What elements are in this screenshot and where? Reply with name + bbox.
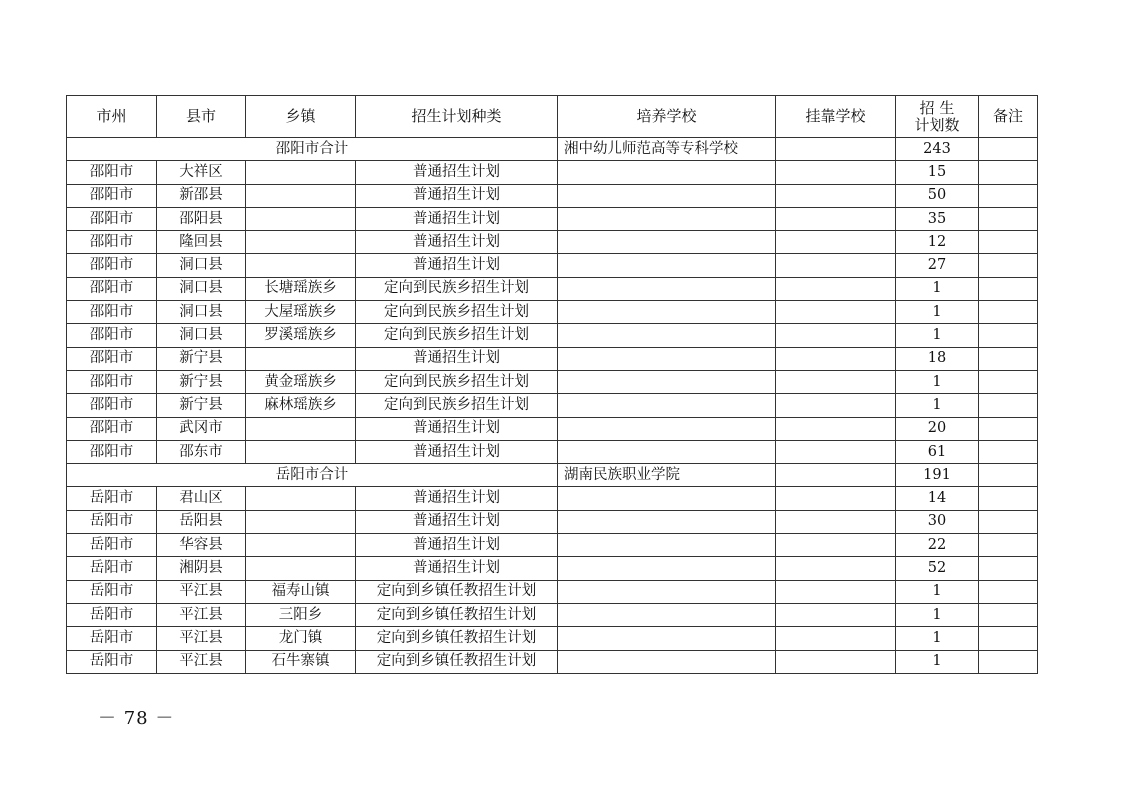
table-row bbox=[67, 417, 1038, 440]
header-county: 县市 bbox=[157, 96, 246, 138]
affiliated-school-cell bbox=[776, 534, 896, 557]
plan-type-cell: 普通招生计划 bbox=[356, 510, 558, 533]
town-cell: 大屋瑶族乡 bbox=[246, 301, 356, 324]
plan-type-cell: 定向到民族乡招生计划 bbox=[356, 370, 558, 393]
affiliated-school-cell bbox=[776, 347, 896, 370]
plan-count-cell: 14 bbox=[896, 487, 979, 510]
town-cell bbox=[246, 487, 356, 510]
affiliated-school-cell bbox=[776, 510, 896, 533]
plan-count-cell: 18 bbox=[896, 347, 979, 370]
county-cell: 洞口县 bbox=[157, 324, 246, 347]
county-cell: 隆回县 bbox=[157, 231, 246, 254]
town-cell bbox=[246, 440, 356, 463]
remarks-cell bbox=[979, 207, 1038, 230]
plan-count-cell: 1 bbox=[896, 627, 979, 650]
training-school-cell: 湘中幼儿师范高等专科学校 bbox=[558, 138, 776, 161]
training-school-cell bbox=[558, 370, 776, 393]
plan-count-cell: 243 bbox=[896, 138, 979, 161]
subtotal-row bbox=[67, 464, 1038, 487]
affiliated-school-cell bbox=[776, 370, 896, 393]
plan-count-cell: 1 bbox=[896, 277, 979, 300]
plan-count-cell: 15 bbox=[896, 161, 979, 184]
training-school-cell bbox=[558, 534, 776, 557]
remarks-cell bbox=[979, 254, 1038, 277]
training-school-cell bbox=[558, 394, 776, 417]
town-cell: 福寿山镇 bbox=[246, 580, 356, 603]
remarks-cell bbox=[979, 277, 1038, 300]
city-cell: 岳阳市 bbox=[67, 603, 157, 626]
table-row bbox=[67, 231, 1038, 254]
town-cell bbox=[246, 184, 356, 207]
remarks-cell bbox=[979, 138, 1038, 161]
table-row bbox=[67, 440, 1038, 463]
city-cell: 邵阳市 bbox=[67, 161, 157, 184]
table-row bbox=[67, 207, 1038, 230]
county-cell: 邵阳县 bbox=[157, 207, 246, 230]
header-plan-count-line1: 招 生 bbox=[919, 98, 955, 117]
header-plan-count bbox=[896, 96, 979, 138]
affiliated-school-cell bbox=[776, 627, 896, 650]
header-town: 乡镇 bbox=[246, 96, 356, 138]
affiliated-school-cell bbox=[776, 138, 896, 161]
training-school-cell bbox=[558, 627, 776, 650]
table-row bbox=[67, 347, 1038, 370]
table-row bbox=[67, 277, 1038, 300]
affiliated-school-cell bbox=[776, 231, 896, 254]
city-cell: 邵阳市 bbox=[67, 207, 157, 230]
town-cell bbox=[246, 231, 356, 254]
city-cell: 岳阳市 bbox=[67, 650, 157, 673]
county-cell: 武冈市 bbox=[157, 417, 246, 440]
training-school-cell bbox=[558, 440, 776, 463]
plan-count-cell: 1 bbox=[896, 603, 979, 626]
subtotal-label: 邵阳市合计 bbox=[67, 138, 558, 161]
table-row bbox=[67, 254, 1038, 277]
remarks-cell bbox=[979, 394, 1038, 417]
page-number: － 78 － bbox=[98, 708, 175, 729]
plan-type-cell: 普通招生计划 bbox=[356, 534, 558, 557]
table-row bbox=[67, 487, 1038, 510]
plan-count-cell: 20 bbox=[896, 417, 979, 440]
plan-type-cell: 定向到民族乡招生计划 bbox=[356, 324, 558, 347]
training-school-cell bbox=[558, 161, 776, 184]
table-header bbox=[67, 96, 1038, 138]
plan-count-cell: 30 bbox=[896, 510, 979, 533]
plan-type-cell: 定向到乡镇任教招生计划 bbox=[356, 650, 558, 673]
table-row bbox=[67, 650, 1038, 673]
plan-count-cell: 1 bbox=[896, 580, 979, 603]
county-cell: 新邵县 bbox=[157, 184, 246, 207]
plan-type-cell: 普通招生计划 bbox=[356, 184, 558, 207]
remarks-cell bbox=[979, 650, 1038, 673]
plan-type-cell: 定向到乡镇任教招生计划 bbox=[356, 580, 558, 603]
county-cell: 岳阳县 bbox=[157, 510, 246, 533]
city-cell: 岳阳市 bbox=[67, 580, 157, 603]
table-row bbox=[67, 184, 1038, 207]
table-row bbox=[67, 161, 1038, 184]
plan-type-cell: 定向到乡镇任教招生计划 bbox=[356, 627, 558, 650]
header-row bbox=[67, 96, 1038, 138]
remarks-cell bbox=[979, 627, 1038, 650]
remarks-cell bbox=[979, 580, 1038, 603]
plan-type-cell: 普通招生计划 bbox=[356, 347, 558, 370]
town-cell: 龙门镇 bbox=[246, 627, 356, 650]
city-cell: 岳阳市 bbox=[67, 557, 157, 580]
plan-count-cell: 1 bbox=[896, 324, 979, 347]
plan-count-cell: 50 bbox=[896, 184, 979, 207]
header-remarks: 备注 bbox=[979, 96, 1038, 138]
county-cell: 君山区 bbox=[157, 487, 246, 510]
remarks-cell bbox=[979, 161, 1038, 184]
remarks-cell bbox=[979, 603, 1038, 626]
plan-type-cell: 定向到乡镇任教招生计划 bbox=[356, 603, 558, 626]
training-school-cell bbox=[558, 510, 776, 533]
remarks-cell bbox=[979, 231, 1038, 254]
affiliated-school-cell bbox=[776, 254, 896, 277]
remarks-cell bbox=[979, 464, 1038, 487]
training-school-cell bbox=[558, 417, 776, 440]
county-cell: 洞口县 bbox=[157, 277, 246, 300]
training-school-cell bbox=[558, 487, 776, 510]
affiliated-school-cell bbox=[776, 301, 896, 324]
table-row bbox=[67, 394, 1038, 417]
table-row bbox=[67, 301, 1038, 324]
plan-count-cell: 1 bbox=[896, 394, 979, 417]
town-cell: 长塘瑶族乡 bbox=[246, 277, 356, 300]
training-school-cell bbox=[558, 557, 776, 580]
plan-count-cell: 61 bbox=[896, 440, 979, 463]
header-plan-type: 招生计划种类 bbox=[356, 96, 558, 138]
city-cell: 邵阳市 bbox=[67, 277, 157, 300]
town-cell bbox=[246, 417, 356, 440]
training-school-cell bbox=[558, 277, 776, 300]
remarks-cell bbox=[979, 370, 1038, 393]
plan-count-cell: 1 bbox=[896, 370, 979, 393]
table-row bbox=[67, 557, 1038, 580]
plan-count-cell: 1 bbox=[896, 301, 979, 324]
plan-type-cell: 普通招生计划 bbox=[356, 231, 558, 254]
city-cell: 邵阳市 bbox=[67, 254, 157, 277]
affiliated-school-cell bbox=[776, 440, 896, 463]
subtotal-row bbox=[67, 138, 1038, 161]
county-cell: 湘阴县 bbox=[157, 557, 246, 580]
town-cell: 罗溪瑶族乡 bbox=[246, 324, 356, 347]
town-cell bbox=[246, 510, 356, 533]
plan-count-cell: 27 bbox=[896, 254, 979, 277]
training-school-cell bbox=[558, 207, 776, 230]
town-cell: 三阳乡 bbox=[246, 603, 356, 626]
plan-type-cell: 普通招生计划 bbox=[356, 207, 558, 230]
affiliated-school-cell bbox=[776, 417, 896, 440]
plan-count-cell: 52 bbox=[896, 557, 979, 580]
table-row bbox=[67, 603, 1038, 626]
affiliated-school-cell bbox=[776, 650, 896, 673]
plan-type-cell: 定向到民族乡招生计划 bbox=[356, 394, 558, 417]
header-training-school: 培养学校 bbox=[558, 96, 776, 138]
city-cell: 邵阳市 bbox=[67, 394, 157, 417]
county-cell: 平江县 bbox=[157, 603, 246, 626]
town-cell: 麻林瑶族乡 bbox=[246, 394, 356, 417]
remarks-cell bbox=[979, 184, 1038, 207]
county-cell: 大祥区 bbox=[157, 161, 246, 184]
training-school-cell bbox=[558, 347, 776, 370]
county-cell: 邵东市 bbox=[157, 440, 246, 463]
remarks-cell bbox=[979, 417, 1038, 440]
plan-count-cell: 22 bbox=[896, 534, 979, 557]
city-cell: 岳阳市 bbox=[67, 487, 157, 510]
affiliated-school-cell bbox=[776, 464, 896, 487]
affiliated-school-cell bbox=[776, 184, 896, 207]
city-cell: 岳阳市 bbox=[67, 534, 157, 557]
plan-count-cell: 1 bbox=[896, 650, 979, 673]
county-cell: 平江县 bbox=[157, 580, 246, 603]
county-cell: 洞口县 bbox=[157, 254, 246, 277]
county-cell: 新宁县 bbox=[157, 347, 246, 370]
table-row bbox=[67, 370, 1038, 393]
town-cell bbox=[246, 347, 356, 370]
affiliated-school-cell bbox=[776, 277, 896, 300]
training-school-cell bbox=[558, 603, 776, 626]
remarks-cell bbox=[979, 557, 1038, 580]
training-school-cell bbox=[558, 301, 776, 324]
plan-type-cell: 普通招生计划 bbox=[356, 161, 558, 184]
city-cell: 邵阳市 bbox=[67, 370, 157, 393]
remarks-cell bbox=[979, 324, 1038, 347]
remarks-cell bbox=[979, 534, 1038, 557]
county-cell: 平江县 bbox=[157, 627, 246, 650]
table-row bbox=[67, 324, 1038, 347]
table-row bbox=[67, 627, 1038, 650]
plan-type-cell: 普通招生计划 bbox=[356, 440, 558, 463]
city-cell: 岳阳市 bbox=[67, 510, 157, 533]
plan-type-cell: 普通招生计划 bbox=[356, 254, 558, 277]
training-school-cell: 湖南民族职业学院 bbox=[558, 464, 776, 487]
town-cell bbox=[246, 557, 356, 580]
enrollment-plan-table bbox=[66, 95, 1038, 674]
county-cell: 平江县 bbox=[157, 650, 246, 673]
subtotal-label: 岳阳市合计 bbox=[67, 464, 558, 487]
city-cell: 邵阳市 bbox=[67, 440, 157, 463]
plan-count-cell: 191 bbox=[896, 464, 979, 487]
affiliated-school-cell bbox=[776, 161, 896, 184]
city-cell: 邵阳市 bbox=[67, 301, 157, 324]
remarks-cell bbox=[979, 487, 1038, 510]
remarks-cell bbox=[979, 440, 1038, 463]
city-cell: 邵阳市 bbox=[67, 324, 157, 347]
plan-type-cell: 普通招生计划 bbox=[356, 487, 558, 510]
table-row bbox=[67, 580, 1038, 603]
header-city: 市州 bbox=[67, 96, 157, 138]
training-school-cell bbox=[558, 650, 776, 673]
county-cell: 新宁县 bbox=[157, 370, 246, 393]
affiliated-school-cell bbox=[776, 324, 896, 347]
town-cell: 石牛寨镇 bbox=[246, 650, 356, 673]
affiliated-school-cell bbox=[776, 603, 896, 626]
plan-type-cell: 定向到民族乡招生计划 bbox=[356, 277, 558, 300]
training-school-cell bbox=[558, 580, 776, 603]
affiliated-school-cell bbox=[776, 394, 896, 417]
affiliated-school-cell bbox=[776, 580, 896, 603]
town-cell bbox=[246, 534, 356, 557]
table-row bbox=[67, 510, 1038, 533]
table-row bbox=[67, 534, 1038, 557]
remarks-cell bbox=[979, 347, 1038, 370]
training-school-cell bbox=[558, 324, 776, 347]
county-cell: 华容县 bbox=[157, 534, 246, 557]
plan-type-cell: 普通招生计划 bbox=[356, 417, 558, 440]
city-cell: 邵阳市 bbox=[67, 347, 157, 370]
plan-type-cell: 普通招生计划 bbox=[356, 557, 558, 580]
city-cell: 邵阳市 bbox=[67, 231, 157, 254]
county-cell: 洞口县 bbox=[157, 301, 246, 324]
city-cell: 岳阳市 bbox=[67, 627, 157, 650]
training-school-cell bbox=[558, 184, 776, 207]
city-cell: 邵阳市 bbox=[67, 184, 157, 207]
city-cell: 邵阳市 bbox=[67, 417, 157, 440]
town-cell bbox=[246, 207, 356, 230]
affiliated-school-cell bbox=[776, 557, 896, 580]
remarks-cell bbox=[979, 301, 1038, 324]
remarks-cell bbox=[979, 510, 1038, 533]
plan-count-cell: 12 bbox=[896, 231, 979, 254]
header-plan-count-line2: 计划数 bbox=[914, 115, 960, 134]
affiliated-school-cell bbox=[776, 207, 896, 230]
town-cell bbox=[246, 254, 356, 277]
county-cell: 新宁县 bbox=[157, 394, 246, 417]
plan-type-cell: 定向到民族乡招生计划 bbox=[356, 301, 558, 324]
training-school-cell bbox=[558, 231, 776, 254]
town-cell: 黄金瑶族乡 bbox=[246, 370, 356, 393]
table-body bbox=[67, 138, 1038, 674]
plan-count-cell: 35 bbox=[896, 207, 979, 230]
affiliated-school-cell bbox=[776, 487, 896, 510]
town-cell bbox=[246, 161, 356, 184]
training-school-cell bbox=[558, 254, 776, 277]
header-affiliated-school: 挂靠学校 bbox=[776, 96, 896, 138]
